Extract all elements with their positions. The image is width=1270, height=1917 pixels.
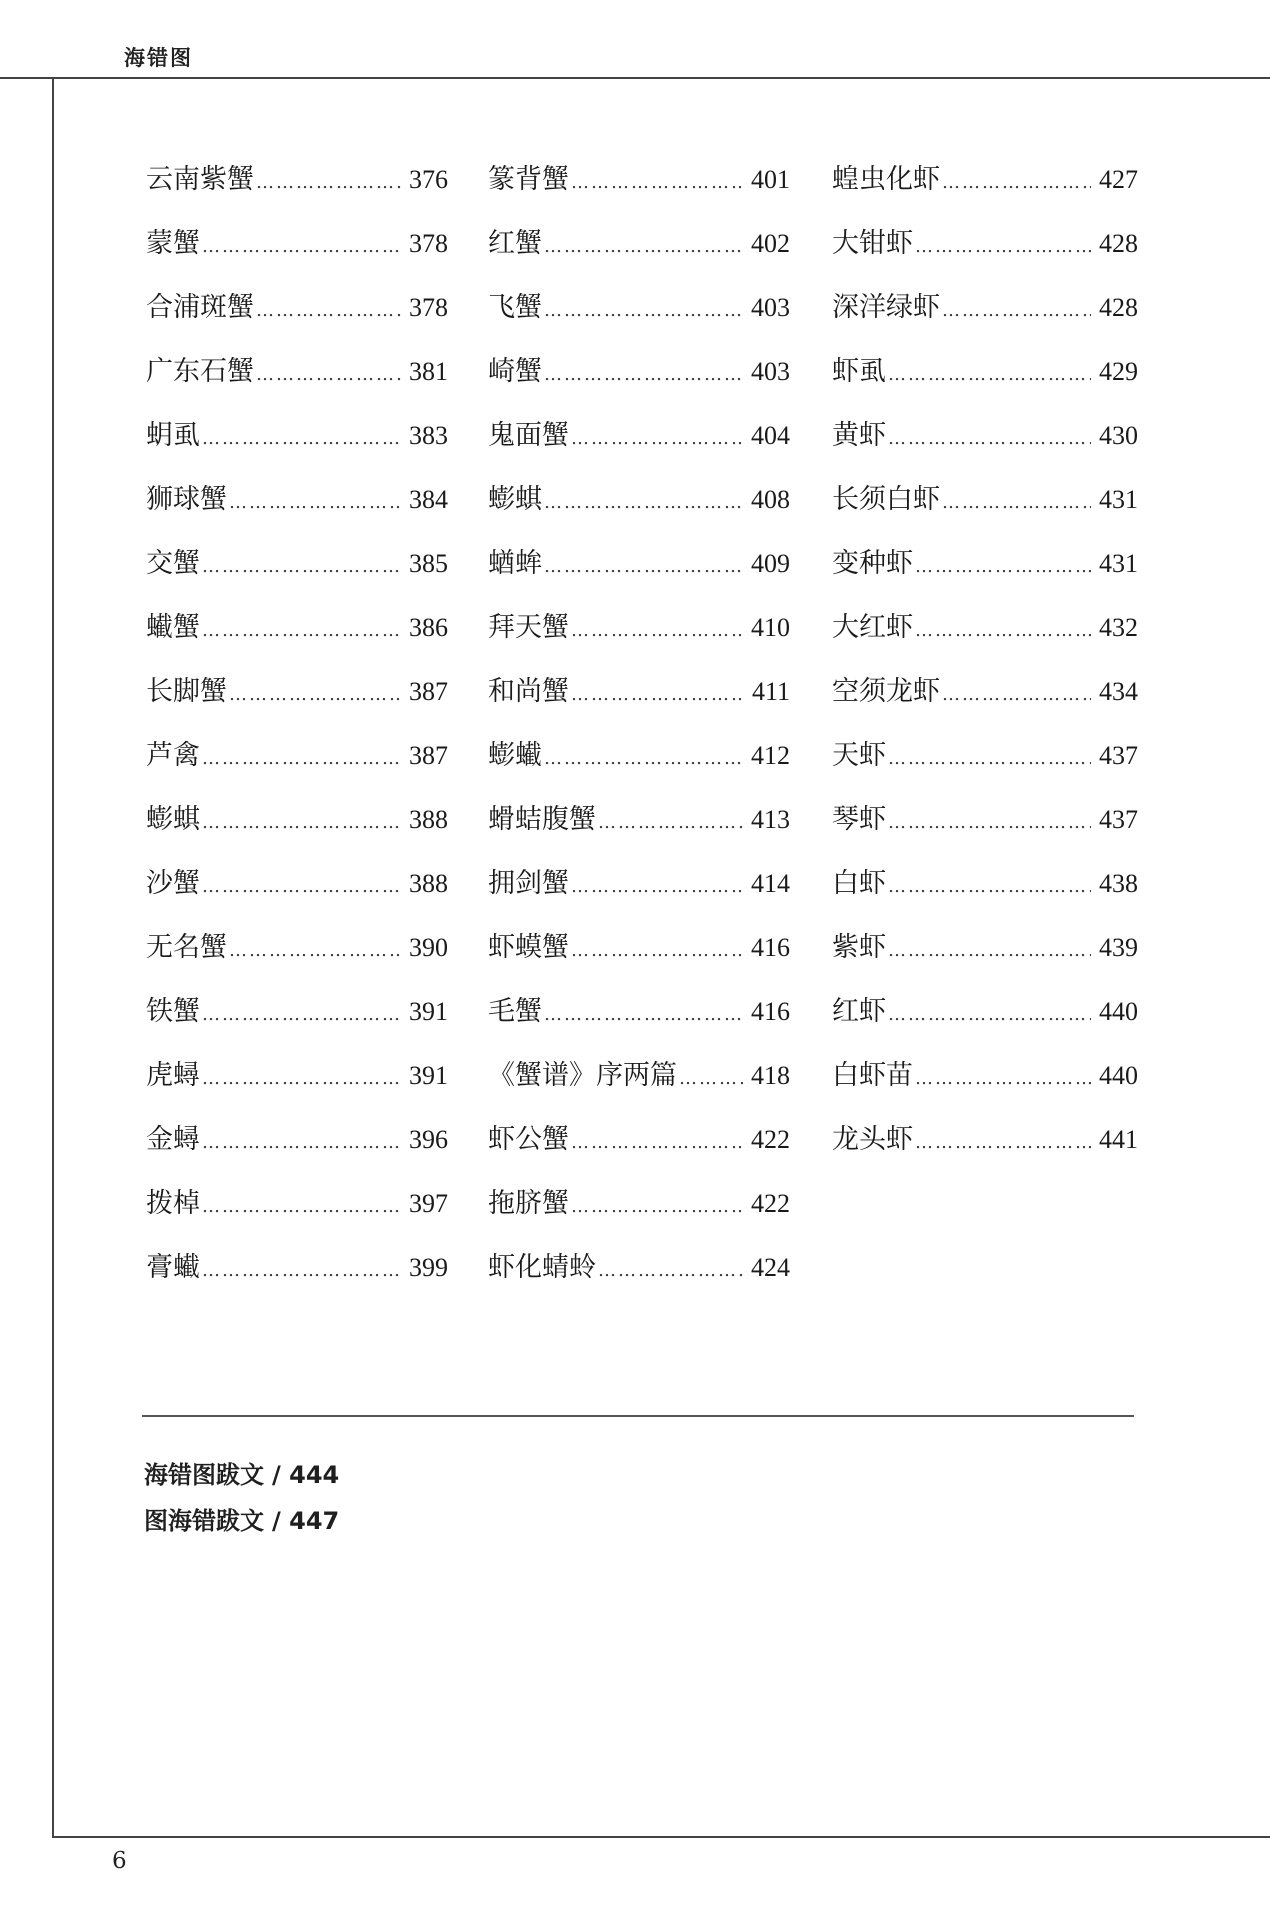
entry-title: 芦禽 bbox=[146, 740, 200, 771]
top-rule bbox=[0, 77, 1270, 79]
toc-entry bbox=[146, 544, 448, 608]
toc-entry bbox=[488, 544, 790, 608]
entry-title: 拥剑蟹 bbox=[488, 868, 569, 899]
entry-title: 蟛蜞 bbox=[146, 804, 200, 835]
entry-page: 408 bbox=[751, 485, 790, 514]
entry-title: 拖脐蟹 bbox=[488, 1188, 569, 1219]
entry-title: 蝗虫化虾 bbox=[832, 164, 940, 195]
entry-title: 红蟹 bbox=[488, 228, 542, 259]
dot-leader bbox=[888, 995, 1091, 1035]
dot-leader bbox=[544, 995, 743, 1035]
dot-leader bbox=[888, 739, 1091, 779]
toc-entry bbox=[832, 736, 1138, 800]
entry-page: 437 bbox=[1099, 805, 1138, 834]
entry-page: 439 bbox=[1099, 933, 1138, 962]
entry-page: 386 bbox=[409, 613, 448, 642]
entry-title: 虾蟆蟹 bbox=[488, 932, 569, 963]
dot-leader bbox=[544, 291, 743, 331]
dot-leader bbox=[202, 419, 401, 459]
entry-title: 长脚蟹 bbox=[146, 676, 227, 707]
entry-title: 螖蛣腹蟹 bbox=[488, 804, 596, 835]
toc-entry bbox=[146, 160, 448, 224]
dot-leader bbox=[888, 931, 1091, 971]
dot-leader bbox=[202, 739, 401, 779]
entry-page: 383 bbox=[409, 421, 448, 450]
entry-title: 蒙蟹 bbox=[146, 228, 200, 259]
dot-leader bbox=[229, 931, 401, 971]
toc-entry bbox=[488, 1056, 790, 1120]
toc-entry bbox=[488, 160, 790, 224]
toc-entry bbox=[488, 864, 790, 928]
dot-leader bbox=[679, 1059, 743, 1099]
entry-page: 441 bbox=[1099, 1125, 1138, 1154]
toc-column-3 bbox=[832, 160, 1138, 1184]
entry-page: 429 bbox=[1099, 357, 1138, 386]
dot-leader bbox=[942, 291, 1091, 331]
toc-entry bbox=[832, 800, 1138, 864]
dot-leader bbox=[202, 995, 401, 1035]
postscript-entry bbox=[144, 1452, 339, 1498]
entry-title: 铁蟹 bbox=[146, 996, 200, 1027]
entry-title: 大钳虾 bbox=[832, 228, 913, 259]
toc-entry bbox=[146, 288, 448, 352]
toc-entry bbox=[146, 416, 448, 480]
dot-leader bbox=[888, 419, 1091, 459]
dot-leader bbox=[202, 1251, 401, 1291]
entry-title: 龙头虾 bbox=[832, 1124, 913, 1155]
dot-leader bbox=[571, 1123, 743, 1163]
entry-title: 和尚蟹 bbox=[488, 676, 569, 707]
entry-title: 篆背蟹 bbox=[488, 164, 569, 195]
dot-leader bbox=[571, 675, 744, 715]
left-margin-rule bbox=[52, 77, 54, 1837]
dot-leader bbox=[942, 483, 1091, 523]
dot-leader bbox=[888, 803, 1091, 843]
toc-entry bbox=[832, 288, 1138, 352]
entry-page: 388 bbox=[409, 869, 448, 898]
entry-title: 虾公蟹 bbox=[488, 1124, 569, 1155]
toc-entry bbox=[832, 160, 1138, 224]
dot-leader bbox=[571, 867, 743, 907]
entry-page: 384 bbox=[409, 485, 448, 514]
postscript-page: / 447 bbox=[272, 1507, 340, 1535]
toc-entry bbox=[146, 1184, 448, 1248]
dot-leader bbox=[598, 1251, 743, 1291]
entry-page: 388 bbox=[409, 805, 448, 834]
toc-entry bbox=[832, 864, 1138, 928]
toc-entry bbox=[832, 1120, 1138, 1184]
entry-title: 蟛蜞 bbox=[488, 484, 542, 515]
toc-entry bbox=[146, 800, 448, 864]
entry-page: 422 bbox=[751, 1125, 790, 1154]
postscript-list bbox=[144, 1452, 339, 1544]
entry-title: 沙蟹 bbox=[146, 868, 200, 899]
entry-page: 440 bbox=[1099, 1061, 1138, 1090]
entry-title: 交蟹 bbox=[146, 548, 200, 579]
entry-page: 412 bbox=[751, 741, 790, 770]
entry-title: 虾虱 bbox=[832, 356, 886, 387]
dot-leader bbox=[202, 1187, 401, 1227]
entry-page: 404 bbox=[751, 421, 790, 450]
entry-page: 414 bbox=[751, 869, 790, 898]
dot-leader bbox=[571, 419, 743, 459]
entry-title: 《蟹谱》序两篇 bbox=[488, 1060, 677, 1091]
toc-entry bbox=[488, 736, 790, 800]
entry-page: 399 bbox=[409, 1253, 448, 1282]
toc-entry bbox=[832, 416, 1138, 480]
entry-page: 387 bbox=[409, 677, 448, 706]
entry-page: 401 bbox=[751, 165, 790, 194]
entry-page: 397 bbox=[409, 1189, 448, 1218]
entry-title: 空须龙虾 bbox=[832, 676, 940, 707]
entry-page: 391 bbox=[409, 1061, 448, 1090]
postscript-title: 海错图跋文 bbox=[144, 1461, 264, 1489]
entry-title: 蚏虱 bbox=[146, 420, 200, 451]
toc-entry bbox=[488, 1184, 790, 1248]
toc-column-1 bbox=[146, 160, 448, 1312]
dot-leader bbox=[571, 1187, 743, 1227]
toc-entry bbox=[146, 480, 448, 544]
entry-page: 428 bbox=[1099, 229, 1138, 258]
entry-title: 蠘蟹 bbox=[146, 612, 200, 643]
dot-leader bbox=[544, 227, 743, 267]
entry-page: 378 bbox=[409, 293, 448, 322]
dot-leader bbox=[571, 611, 743, 651]
toc-entry bbox=[146, 352, 448, 416]
dot-leader bbox=[915, 227, 1091, 267]
toc-entry bbox=[488, 928, 790, 992]
toc-entry bbox=[832, 224, 1138, 288]
page-number: 6 bbox=[112, 1848, 127, 1874]
entry-title: 蟛蠘 bbox=[488, 740, 542, 771]
entry-page: 403 bbox=[751, 357, 790, 386]
entry-page: 416 bbox=[751, 997, 790, 1026]
entry-page: 413 bbox=[751, 805, 790, 834]
entry-title: 蝤蛑 bbox=[488, 548, 542, 579]
entry-page: 430 bbox=[1099, 421, 1138, 450]
toc-entry bbox=[146, 928, 448, 992]
dot-leader bbox=[202, 803, 401, 843]
dot-leader bbox=[256, 291, 401, 331]
toc-entry bbox=[146, 864, 448, 928]
entry-page: 402 bbox=[751, 229, 790, 258]
dot-leader bbox=[544, 547, 743, 587]
postscript-title: 图海错跋文 bbox=[144, 1507, 264, 1535]
entry-title: 琴虾 bbox=[832, 804, 886, 835]
dot-leader bbox=[888, 867, 1091, 907]
entry-title: 虾化蜻蛉 bbox=[488, 1252, 596, 1283]
entry-title: 崎蟹 bbox=[488, 356, 542, 387]
toc-entry bbox=[488, 608, 790, 672]
toc-entry bbox=[146, 1120, 448, 1184]
toc-entry bbox=[146, 1056, 448, 1120]
postscript-entry bbox=[144, 1498, 339, 1544]
entry-title: 广东石蟹 bbox=[146, 356, 254, 387]
toc-entry bbox=[488, 224, 790, 288]
entry-page: 378 bbox=[409, 229, 448, 258]
toc-entry bbox=[488, 800, 790, 864]
dot-leader bbox=[942, 163, 1091, 203]
dot-leader bbox=[202, 227, 401, 267]
dot-leader bbox=[229, 675, 401, 715]
toc-entry bbox=[832, 992, 1138, 1056]
entry-title: 飞蟹 bbox=[488, 292, 542, 323]
entry-page: 376 bbox=[409, 165, 448, 194]
entry-title: 拨棹 bbox=[146, 1188, 200, 1219]
entry-page: 422 bbox=[751, 1189, 790, 1218]
entry-title: 无名蟹 bbox=[146, 932, 227, 963]
dot-leader bbox=[202, 1059, 401, 1099]
toc-entry bbox=[488, 672, 790, 736]
toc-entry bbox=[832, 352, 1138, 416]
entry-page: 403 bbox=[751, 293, 790, 322]
entry-title: 毛蟹 bbox=[488, 996, 542, 1027]
entry-page: 396 bbox=[409, 1125, 448, 1154]
entry-title: 云南紫蟹 bbox=[146, 164, 254, 195]
toc-entry bbox=[832, 480, 1138, 544]
entry-title: 鬼面蟹 bbox=[488, 420, 569, 451]
running-head: 海错图 bbox=[124, 46, 193, 70]
toc-entry bbox=[488, 992, 790, 1056]
entry-page: 411 bbox=[751, 677, 790, 706]
entry-title: 长须白虾 bbox=[832, 484, 940, 515]
toc-entry bbox=[832, 672, 1138, 736]
entry-page: 410 bbox=[751, 613, 790, 642]
entry-page: 437 bbox=[1099, 741, 1138, 770]
toc-entry bbox=[488, 480, 790, 544]
entry-title: 膏蠘 bbox=[146, 1252, 200, 1283]
entry-page: 438 bbox=[1099, 869, 1138, 898]
dot-leader bbox=[544, 483, 743, 523]
toc-entry bbox=[146, 608, 448, 672]
toc-entry bbox=[146, 1248, 448, 1312]
entry-page: 428 bbox=[1099, 293, 1138, 322]
entry-page: 427 bbox=[1099, 165, 1138, 194]
dot-leader bbox=[571, 163, 743, 203]
toc-entry bbox=[146, 992, 448, 1056]
entry-page: 416 bbox=[751, 933, 790, 962]
entry-title: 狮球蟹 bbox=[146, 484, 227, 515]
entry-title: 天虾 bbox=[832, 740, 886, 771]
entry-title: 紫虾 bbox=[832, 932, 886, 963]
dot-leader bbox=[915, 547, 1091, 587]
entry-title: 黄虾 bbox=[832, 420, 886, 451]
entry-page: 390 bbox=[409, 933, 448, 962]
entry-page: 385 bbox=[409, 549, 448, 578]
dot-leader bbox=[544, 739, 743, 779]
toc-entry bbox=[488, 1120, 790, 1184]
entry-title: 白虾 bbox=[832, 868, 886, 899]
dot-leader bbox=[229, 483, 401, 523]
dot-leader bbox=[202, 547, 401, 587]
entry-title: 合浦斑蟹 bbox=[146, 292, 254, 323]
entry-title: 白虾苗 bbox=[832, 1060, 913, 1091]
toc-entry bbox=[832, 544, 1138, 608]
entry-title: 红虾 bbox=[832, 996, 886, 1027]
dot-leader bbox=[915, 611, 1091, 651]
entry-page: 409 bbox=[751, 549, 790, 578]
entry-title: 大红虾 bbox=[832, 612, 913, 643]
toc-entry bbox=[146, 672, 448, 736]
toc-entry bbox=[832, 1056, 1138, 1120]
dot-leader bbox=[598, 803, 743, 843]
entry-page: 431 bbox=[1099, 485, 1138, 514]
dot-leader bbox=[202, 1123, 401, 1163]
dot-leader bbox=[571, 931, 743, 971]
entry-page: 424 bbox=[751, 1253, 790, 1282]
entry-page: 434 bbox=[1099, 677, 1138, 706]
entry-title: 变种虾 bbox=[832, 548, 913, 579]
section-divider bbox=[142, 1415, 1134, 1417]
dot-leader bbox=[256, 355, 401, 395]
bottom-rule bbox=[52, 1836, 1270, 1838]
entry-page: 391 bbox=[409, 997, 448, 1026]
toc-entry bbox=[488, 288, 790, 352]
toc-column-2 bbox=[488, 160, 790, 1312]
toc-entry bbox=[146, 736, 448, 800]
toc-entry bbox=[832, 608, 1138, 672]
dot-leader bbox=[202, 611, 401, 651]
toc-entry bbox=[146, 224, 448, 288]
dot-leader bbox=[256, 163, 401, 203]
toc-entry bbox=[488, 416, 790, 480]
toc-entry bbox=[488, 1248, 790, 1312]
entry-page: 418 bbox=[751, 1061, 790, 1090]
entry-page: 432 bbox=[1099, 613, 1138, 642]
entry-page: 387 bbox=[409, 741, 448, 770]
dot-leader bbox=[544, 355, 743, 395]
entry-page: 431 bbox=[1099, 549, 1138, 578]
entry-page: 440 bbox=[1099, 997, 1138, 1026]
entry-title: 拜天蟹 bbox=[488, 612, 569, 643]
entry-title: 深洋绿虾 bbox=[832, 292, 940, 323]
dot-leader bbox=[942, 675, 1091, 715]
dot-leader bbox=[915, 1059, 1091, 1099]
entry-title: 虎蟳 bbox=[146, 1060, 200, 1091]
dot-leader bbox=[202, 867, 401, 907]
entry-title: 金蟳 bbox=[146, 1124, 200, 1155]
dot-leader bbox=[915, 1123, 1091, 1163]
entry-page: 381 bbox=[409, 357, 448, 386]
postscript-page: / 444 bbox=[272, 1461, 340, 1489]
dot-leader bbox=[888, 355, 1091, 395]
toc-entry bbox=[832, 928, 1138, 992]
toc-entry bbox=[488, 352, 790, 416]
